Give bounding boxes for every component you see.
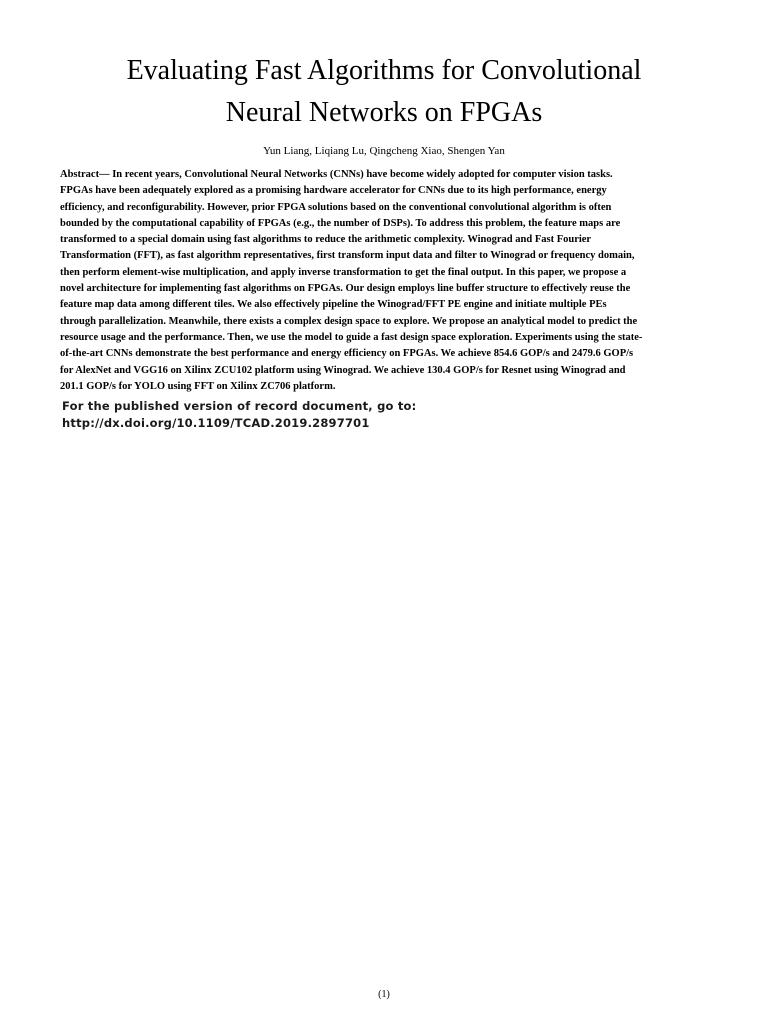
doi-link[interactable]: http://dx.doi.org/10.1109/TCAD.2019.2897701 <box>62 416 370 430</box>
abstract-line: resource usage and the performance. Then, we use the model to guide a fast design space exploration. Experiments using the state- <box>60 331 643 343</box>
title-line: Neural Networks on FPGAs <box>225 97 543 128</box>
abstract-line: transformed to a special domain using fast algorithms to reduce the arithmetic complexity. Winograd and Fast Fourier <box>60 234 592 246</box>
paper-title <box>40 50 728 134</box>
abstract-line: through parallelization. Meanwhile, there exists a complex design space to explore. We propose an analytical model to predict the <box>60 315 638 327</box>
page-number: (1) <box>378 989 390 1000</box>
published-version-notice <box>62 398 416 432</box>
abstract-line: efficiency, and reconfigurability. However, prior FPGA solutions based on the conventional convolutional algorithm is often <box>60 201 612 213</box>
author-list: Yun Liang, Liqiang Lu, Qingcheng Xiao, Shengen Yan <box>263 145 505 157</box>
abstract-line: feature map data among different tiles. We also effectively pipeline the Winograd/FFT PE engine and initiate multiple PEs <box>60 299 607 311</box>
abstract <box>60 167 708 395</box>
abstract-line: for AlexNet and VGG16 on Xilinx ZCU102 platform using Winograd. We achieve 130.4 GOP/s for Resnet using Winograd and <box>60 364 626 376</box>
abstract-line: novel architecture for implementing fast algorithms on FPGAs. Our design employs line buffer structure to effectively reuse the <box>60 283 631 295</box>
published-notice-text: For the published version of record document, go to: <box>62 399 417 413</box>
abstract-line: 201.1 GOP/s for YOLO using FFT on Xilinx ZC706 platform. <box>60 380 336 392</box>
title-line: Evaluating Fast Algorithms for Convolutional <box>126 55 642 86</box>
abstract-line: bounded by the computational capability of FPGAs (e.g., the number of DSPs). To address this problem, the feature maps are <box>60 217 621 229</box>
abstract-line: Abstract— In recent years, Convolutional Neural Networks (CNNs) have become widely adopted for computer vision tasks. <box>60 169 613 180</box>
abstract-line: Transformation (FFT), as fast algorithm representatives, first transform input data and filter to Winograd or frequency domain, <box>60 250 635 262</box>
abstract-line: of-the-art CNNs demonstrate the best performance and energy efficiency on FPGAs. We achieve 854.6 GOP/s and 2479.6 GOP/s <box>60 348 634 360</box>
abstract-line: then perform element-wise multiplication, and apply inverse transformation to get the final output. In this paper, we propose a <box>60 266 627 278</box>
abstract-line: FPGAs have been adequately explored as a promising hardware accelerator for CNNs due to its high performance, energy <box>60 185 607 197</box>
